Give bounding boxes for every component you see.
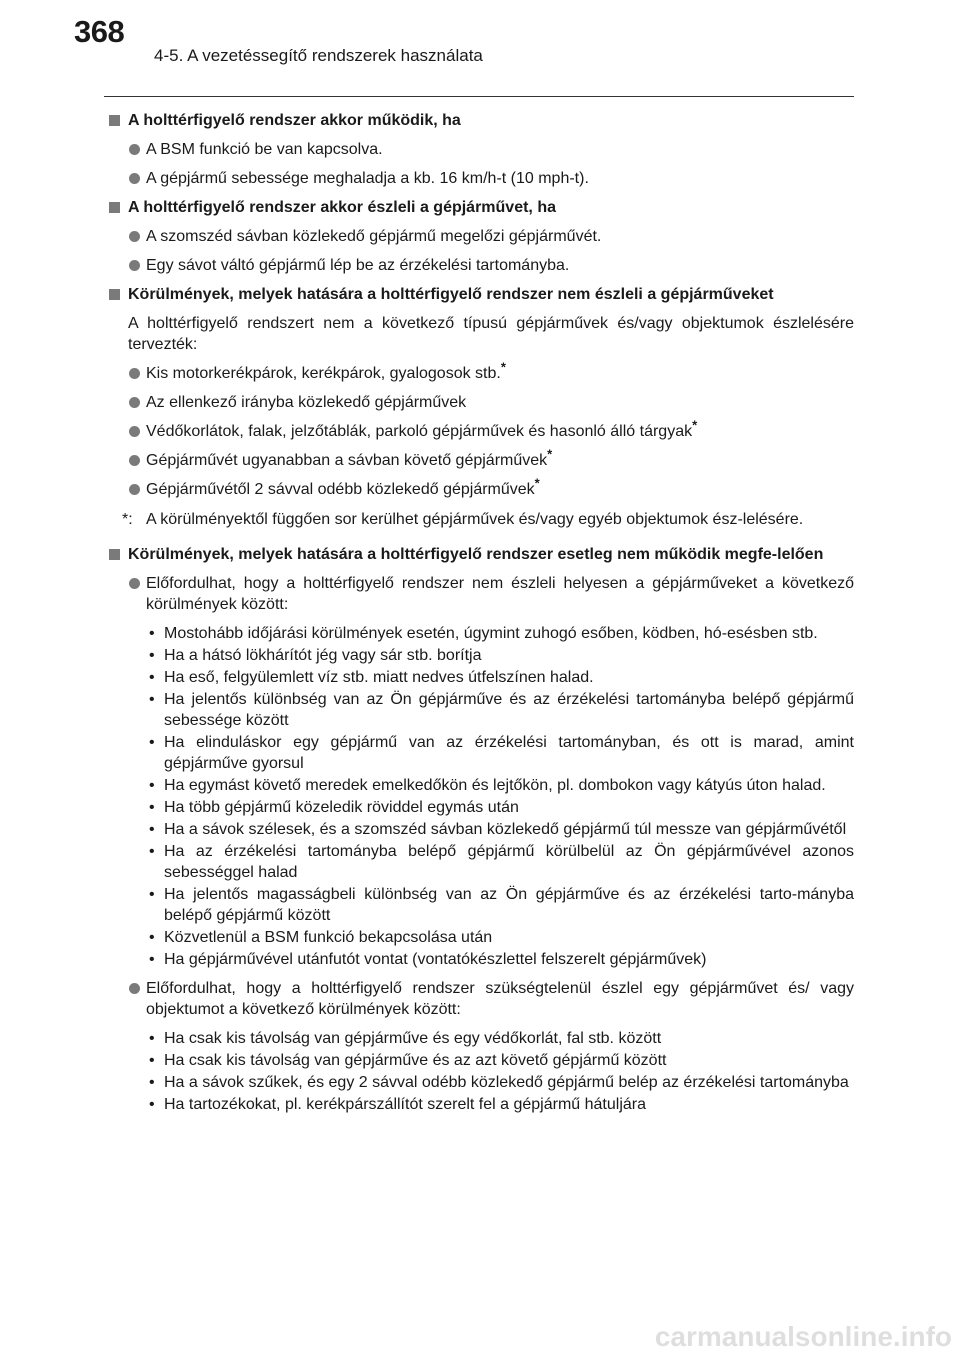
sub-list-item: • Ha csak kis távolság van gépjárműve és egy védőkorlát, fal stb. között bbox=[149, 1030, 662, 1047]
sub-list-item: • Ha csak kis távolság van gépjárműve és az azt követő gépjármű között bbox=[149, 1052, 667, 1069]
section-heading: A holttérfigyelő rendszer akkor észleli a gépjárművet, ha bbox=[106, 197, 854, 218]
list-item: Előfordulhat, hogy a holttérfigyelő rendszer szükségtelenül észlel egy gépjárművet és/ vagy objektumot a következő körülmények között: bbox=[106, 978, 854, 1020]
sub-list-item: • Ha jelentős különbség van az Ön gépjárműve és az érzékelési tartományba belépő gépjármű sebessége között bbox=[149, 691, 854, 729]
sub-list-item: • Ha tartozékokat, pl. kerékpárszállítót szerelt fel a gépjármű hátuljára bbox=[149, 1096, 647, 1113]
circle-bullet-icon bbox=[129, 231, 140, 242]
sub-list-item: • Ha az érzékelési tartományba belépő gépjármű körülbelül az Ön gépjárművével azonos sebességgel halad bbox=[149, 843, 854, 881]
list-item: A gépjármű sebessége meghaladja a kb. 16 km/h-t (10 mph-t). bbox=[106, 168, 854, 189]
square-bullet-icon bbox=[109, 202, 120, 213]
sub-list-item: • Ha a sávok szélesek, és a szomszéd sávban közlekedő gépjármű túl messze van gépjárművétől bbox=[149, 821, 847, 838]
circle-bullet-icon bbox=[129, 578, 140, 589]
circle-bullet-icon bbox=[129, 397, 140, 408]
circle-bullet-icon bbox=[129, 144, 140, 155]
section-heading: A holttérfigyelő rendszer akkor működik, ha bbox=[106, 110, 854, 131]
svg-text:carmanualsonline.info: carmanualsonline.info bbox=[654, 1321, 952, 1352]
sub-list bbox=[106, 623, 854, 970]
list-item: Kis motorkerékpárok, kerékpárok, gyalogosok stb.* bbox=[106, 363, 854, 384]
circle-bullet-icon bbox=[129, 173, 140, 184]
sub-list-item: • Közvetlenül a BSM funkció bekapcsolása után bbox=[149, 929, 493, 946]
square-bullet-icon bbox=[109, 115, 120, 126]
page-content bbox=[106, 110, 854, 1123]
header-rule bbox=[104, 96, 854, 97]
square-bullet-icon bbox=[109, 549, 120, 560]
footnote-star: * bbox=[547, 446, 553, 462]
list-item: Egy sávot váltó gépjármű lép be az érzékelési tartományba. bbox=[106, 255, 854, 276]
list-item: A BSM funkció be van kapcsolva. bbox=[106, 139, 854, 160]
sub-list bbox=[106, 1028, 854, 1115]
list-item: A szomszéd sávban közlekedő gépjármű megelőzi gépjárművét. bbox=[106, 226, 854, 247]
list-item: Az ellenkező irányba közlekedő gépjárművek bbox=[106, 392, 854, 413]
section-heading: Körülmények, melyek hatására a holttérfigyelő rendszer nem észleli a gépjárműveket bbox=[106, 284, 854, 305]
page-number: 368 bbox=[74, 14, 125, 49]
sub-list-item: • Ha egymást követő meredek emelkedőkön és lejtőkön, pl. dombokon vagy kátyús úton halad. bbox=[149, 777, 826, 794]
footnote-star: * bbox=[692, 417, 698, 433]
sub-list-item: • Ha gépjárművével utánfutót vontat (vontatókészlettel felszerelt gépjárművek) bbox=[149, 951, 707, 968]
circle-bullet-icon bbox=[129, 455, 140, 466]
footnote-star: * bbox=[500, 359, 506, 375]
list-item: Előfordulhat, hogy a holttérfigyelő rendszer nem észleli helyesen a gépjárműveket a következő körülmények között: bbox=[106, 573, 854, 615]
chapter-title: 4-5. A vezetéssegítő rendszerek használata bbox=[154, 46, 483, 65]
sub-list-item: • Ha a sávok szűkek, és egy 2 sávval odébb közlekedő gépjármű belép az érzékelési tartományba bbox=[149, 1074, 849, 1091]
sub-list-item: • Ha több gépjármű közeledik röviddel egymás után bbox=[149, 799, 519, 816]
circle-bullet-icon bbox=[129, 983, 140, 994]
sub-list-item: • Mostohább időjárási körülmények esetén, úgymint zuhogó esőben, ködben, hó-esésben stb. bbox=[149, 625, 818, 642]
circle-bullet-icon bbox=[129, 368, 140, 379]
footnote-star: * bbox=[534, 475, 540, 491]
list-item: Gépjárművét ugyanabban a sávban követő gépjárművek* bbox=[106, 450, 854, 471]
footnote: *: A körülményektől függően sor kerülhet gépjárművek és/vagy egyéb objektumok ész-lelésére. bbox=[106, 508, 854, 532]
page-header bbox=[0, 0, 960, 100]
sub-list-item: • Ha elinduláskor egy gépjármű van az érzékelési tartományban, és ott is marad, amint gépjárműve gyorsul bbox=[149, 734, 854, 772]
section-intro: A holttérfigyelő rendszert nem a következő típusú gépjárművek és/vagy objektumok észlelésére tervezték: bbox=[128, 315, 854, 353]
sub-list-item: • Ha eső, felgyülemlett víz stb. miatt nedves útfelszínen halad. bbox=[149, 669, 594, 686]
list-item: Védőkorlátok, falak, jelzőtáblák, parkoló gépjárművek és hasonló álló tárgyak* bbox=[106, 421, 854, 442]
square-bullet-icon bbox=[109, 289, 120, 300]
list-item: Gépjárművétől 2 sávval odébb közlekedő gépjárművek* bbox=[106, 479, 854, 500]
circle-bullet-icon bbox=[129, 426, 140, 437]
footnote-mark: *: bbox=[122, 511, 133, 528]
circle-bullet-icon bbox=[129, 260, 140, 271]
sub-list-item: • Ha jelentős magasságbeli különbség van az Ön gépjárműve és az érzékelési tarto-mányba belépő gépjármű között bbox=[149, 886, 854, 924]
section-heading: Körülmények, melyek hatására a holttérfigyelő rendszer esetleg nem működik megfe-lelően bbox=[106, 544, 854, 565]
sub-list-item: • Ha a hátsó lökhárítót jég vagy sár stb. borítja bbox=[149, 647, 482, 664]
circle-bullet-icon bbox=[129, 484, 140, 495]
